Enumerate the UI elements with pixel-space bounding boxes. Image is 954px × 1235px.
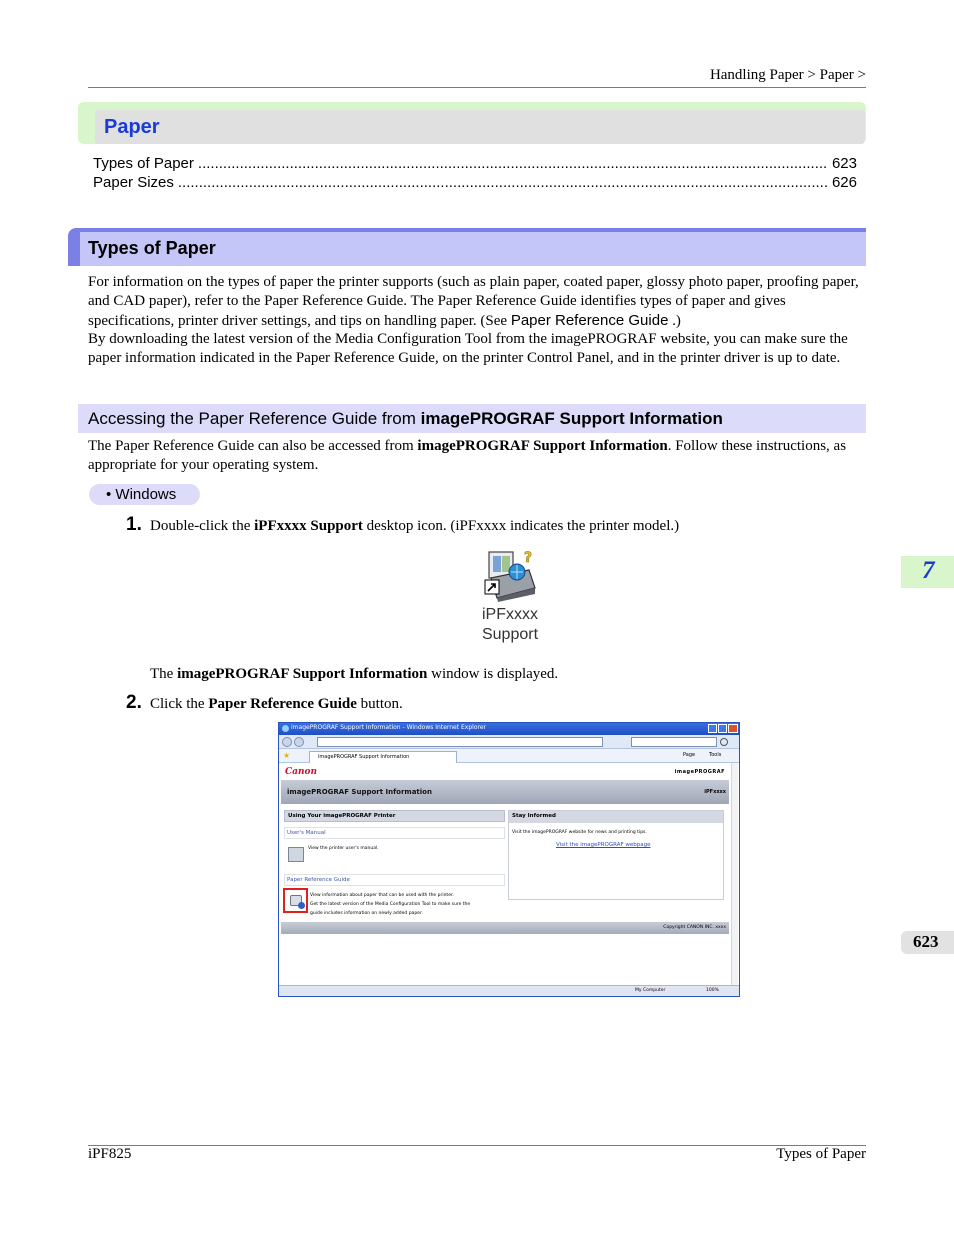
tools-menu[interactable]: Tools — [709, 752, 722, 758]
text-bold: imagePROGRAF Support Information — [177, 666, 428, 682]
brand-row — [279, 763, 731, 780]
canon-logo: Canon — [285, 767, 318, 777]
left-panel-heading — [284, 810, 505, 822]
address-input[interactable] — [317, 737, 603, 747]
page-number-tab — [901, 931, 954, 954]
window-title: imagePROGRAF Support Information - Windows Internet Explorer — [291, 724, 486, 731]
support-window-screenshot — [278, 722, 740, 997]
svg-text:?: ? — [524, 550, 533, 566]
icon-label-line2: Support — [481, 626, 539, 643]
heading-text: Using Your imagePROGRAF Printer — [288, 813, 396, 819]
vertical-scrollbar[interactable] — [731, 763, 738, 985]
page-number: 623 — [913, 932, 939, 951]
toc-leader — [198, 155, 828, 172]
address-toolbar — [279, 735, 739, 749]
minimize-button[interactable] — [708, 724, 717, 733]
subsection-paragraph — [88, 437, 864, 475]
users-manual-label: User's Manual — [287, 830, 326, 836]
right-panel-desc: Visit the imagePROGRAF website for news and printing tips. — [512, 830, 647, 835]
ie-icon — [282, 725, 289, 732]
status-zone: My Computer — [635, 988, 666, 993]
toc-page: 626 — [831, 174, 857, 191]
users-manual-desc: View the printer user's manual. — [308, 846, 379, 851]
step-1-number: 1. — [126, 514, 142, 535]
tab-title: imagePROGRAF Support Information — [318, 754, 410, 760]
visit-webpage-link[interactable]: Visit the imagePROGRAF webpage — [556, 842, 651, 848]
prg-label: Paper Reference Guide — [287, 877, 350, 883]
text: The — [150, 666, 178, 682]
prg-desc-1: View information about paper that can be used with the printer. — [310, 893, 454, 898]
text: Double-click the — [150, 518, 255, 534]
text: The Paper Reference Guide can also be accessed from — [88, 438, 418, 454]
search-icon[interactable] — [720, 738, 728, 746]
window-titlebar — [279, 723, 739, 735]
text: button. — [356, 696, 403, 712]
prg-desc-3: guide includes information on newly added paper. — [310, 911, 423, 916]
copyright-text: Copyright CANON INC. xxxx — [663, 925, 726, 930]
maximize-button[interactable] — [718, 724, 727, 733]
step-2-number: 2. — [126, 692, 142, 713]
text: .) — [668, 313, 681, 329]
favorites-star-icon[interactable]: ★ — [283, 751, 291, 760]
banner-model: iPFxxxx — [704, 789, 726, 795]
types-heading-title: Types of Paper — [88, 238, 216, 258]
text: Click the — [150, 696, 209, 712]
copyright-bar — [281, 922, 729, 934]
toc-row-sizes[interactable] — [93, 174, 857, 191]
paper-reference-guide-link[interactable]: Paper Reference Guide — [510, 312, 669, 329]
footer-section: Types of Paper — [776, 1146, 866, 1162]
back-icon[interactable] — [282, 737, 292, 747]
banner-title: imagePROGRAF Support Information — [287, 788, 432, 796]
text-bold: imagePROGRAF Support Information — [417, 438, 668, 454]
text: window is displayed. — [427, 666, 559, 682]
paper-heading-title: Paper — [104, 116, 160, 138]
types-paragraph-1 — [88, 273, 864, 331]
breadcrumb: Handling Paper > Paper > — [709, 67, 866, 83]
step-1-result — [150, 666, 558, 683]
footer-rule — [88, 1145, 866, 1146]
chapter-number: 7 — [922, 557, 935, 584]
text-bold: imagePROGRAF Support Information — [420, 409, 723, 428]
status-bar — [279, 985, 739, 996]
left-panel — [284, 810, 505, 920]
toc-label: Types of Paper — [93, 155, 194, 172]
imageprograf-logo: imagePROGRAF — [674, 769, 725, 775]
step-1-text — [150, 518, 679, 535]
close-button[interactable] — [728, 724, 738, 733]
types-paragraph-2: By downloading the latest version of the Media Configuration Tool from the imagePROGRAF website, you can make sure the paper information indicated in the Paper Reference Guide, on the printer Control Panel, and in the printer driver is up to date. — [88, 331, 848, 366]
paper-heading-box — [95, 110, 865, 144]
text: . Follow these instructions, as appropriate for your operating system. — [88, 438, 847, 473]
users-manual-row[interactable] — [284, 827, 505, 839]
text-bold: iPFxxxx Support — [254, 518, 363, 534]
os-tag-windows: • Windows — [89, 484, 200, 505]
subsection-heading-title — [88, 409, 723, 429]
right-panel — [508, 810, 724, 900]
chapter-tab[interactable] — [901, 556, 954, 588]
icon-label-line1: iPFxxxx — [482, 606, 538, 623]
ipf-support-desktop-icon[interactable] — [478, 548, 542, 648]
right-panel-heading — [509, 811, 723, 823]
toc-page: 623 — [831, 155, 857, 172]
info-icon — [298, 902, 305, 909]
browser-tab[interactable] — [309, 751, 457, 763]
support-banner — [281, 780, 729, 804]
text: desktop icon. (iPFxxxx indicates the printer model.) — [362, 518, 680, 534]
text-bold: Paper Reference Guide — [208, 696, 357, 712]
header-rule — [88, 87, 866, 88]
toc-row-types[interactable] — [93, 155, 857, 172]
paper-reference-guide-row[interactable] — [284, 874, 505, 886]
printer-support-icon — [483, 548, 539, 602]
tab-bar — [279, 749, 739, 763]
text: For information on the types of paper the printer supports (such as plain paper, coated paper, glossy photo paper, proofing paper, and CAD paper), refer to the Paper Reference Guide. The Paper Reference Guide identifies types of paper and gives specifications, printer driver settings, and tips on handling paper. (See — [88, 274, 859, 329]
toc-label: Paper Sizes — [93, 174, 174, 191]
search-input[interactable] — [631, 737, 717, 747]
status-zoom[interactable]: 100% — [706, 988, 719, 993]
prg-desc-2: Get the latest version of the Media Configuration Tool to make sure the — [310, 902, 471, 907]
heading-text: Stay Informed — [512, 813, 556, 819]
paper-reference-guide-button[interactable] — [283, 888, 308, 913]
forward-icon[interactable] — [294, 737, 304, 747]
step-2-text — [150, 696, 403, 713]
footer-model: iPF825 — [88, 1146, 132, 1162]
text: Accessing the Paper Reference Guide from — [88, 409, 421, 428]
page-menu[interactable]: Page — [683, 752, 696, 758]
users-manual-button-icon[interactable] — [288, 847, 304, 862]
toc-leader — [178, 174, 828, 191]
